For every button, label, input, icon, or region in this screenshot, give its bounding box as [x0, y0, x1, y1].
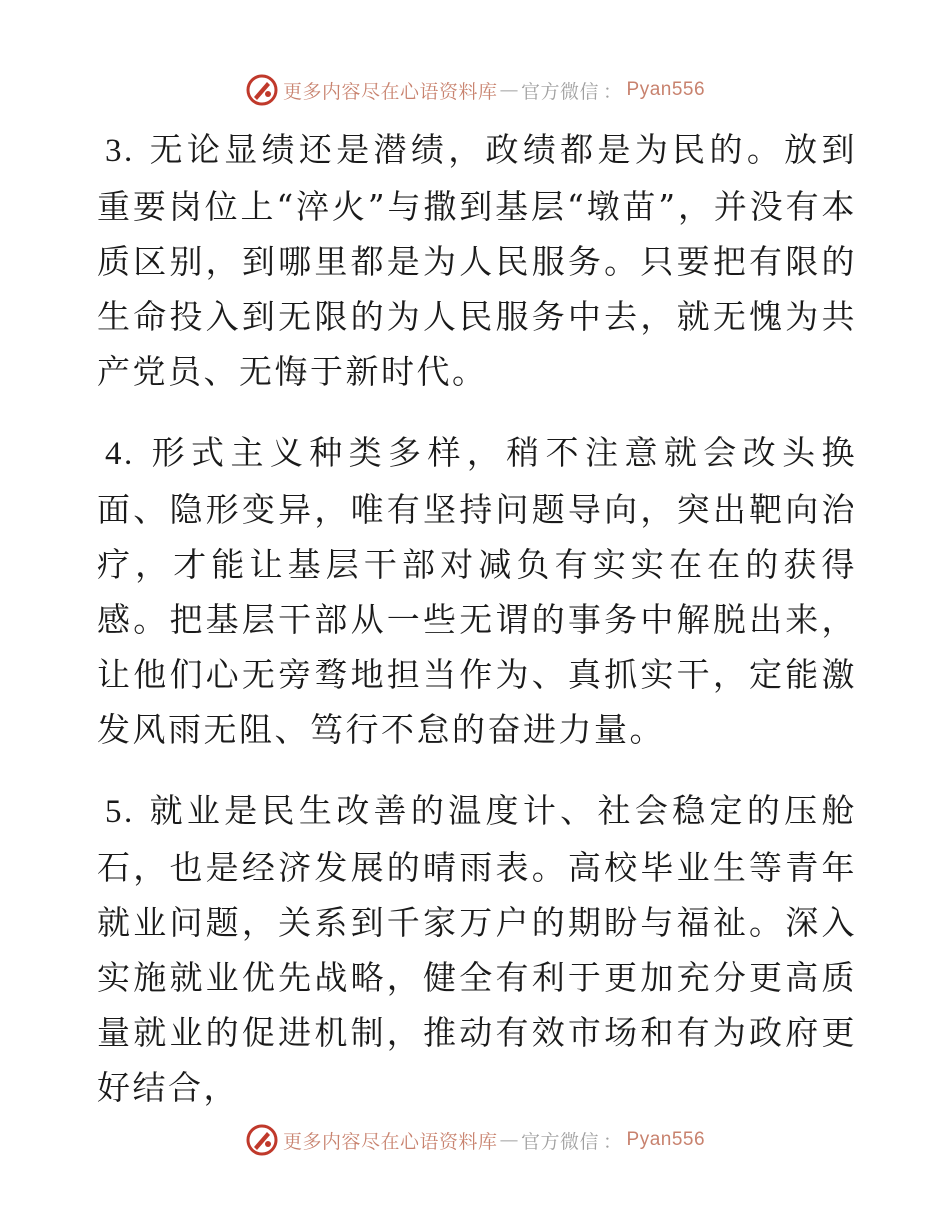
header-watermark [0, 70, 950, 110]
footer-watermark [0, 1120, 950, 1160]
watermark-title: 更多内容尽在心语资料库 [282, 80, 498, 103]
watermark-wechat-id: Pyan556 [626, 79, 706, 100]
document-body [97, 122, 857, 1141]
paragraph-number: 3. [105, 133, 135, 169]
paragraph-number: 4. [105, 436, 135, 472]
paragraph-text: 形式主义种类多样，稍不注意就会改头换面、隐形变异，唯有坚持问题导向，突出靶向治疗，才能让基层干部对减负有实实在在的获得感。把基层干部从一些无谓的事务中解脱出来，让他们心无旁骛地担当作为、真抓实干，定能激发风雨无阻、笃行不怠的奋进力量。 [97, 433, 857, 749]
paragraph-5 [97, 783, 857, 1115]
paragraph-number: 5. [105, 794, 135, 830]
paragraph-text: 就业是民生改善的温度计、社会稳定的压舱石，也是经济发展的晴雨表。高校毕业生等青年就业问题，关系到千家万户的期盼与福祉。深入实施就业优先战略，健全有利于更加充分更高质量就业的促进机制，推动有效市场和有为政府更好结合， [97, 791, 857, 1107]
watermark-colon: ： [603, 1130, 623, 1153]
paragraph-3 [97, 122, 857, 399]
watermark-separator: — [499, 1129, 519, 1151]
seal-logo-icon [245, 73, 279, 107]
paragraph-text: 无论显绩还是潜绩，政绩都是为民的。放到重要岗位上“淬火”与撒到基层“墩苗”，并没有本质区别，到哪里都是为人民服务。只要把有限的生命投入到无限的为人民服务中去，就无愧为共产党员、无悔于新时代。 [97, 130, 857, 391]
watermark-wechat-id: Pyan556 [626, 1129, 706, 1150]
watermark-colon: ： [603, 80, 623, 103]
watermark-official-label: 官方微信 [520, 80, 599, 103]
watermark-separator: — [499, 79, 519, 101]
seal-logo-icon [245, 1123, 279, 1157]
watermark-title: 更多内容尽在心语资料库 [282, 1130, 498, 1153]
paragraph-4 [97, 425, 857, 757]
watermark-official-label: 官方微信 [520, 1130, 599, 1153]
